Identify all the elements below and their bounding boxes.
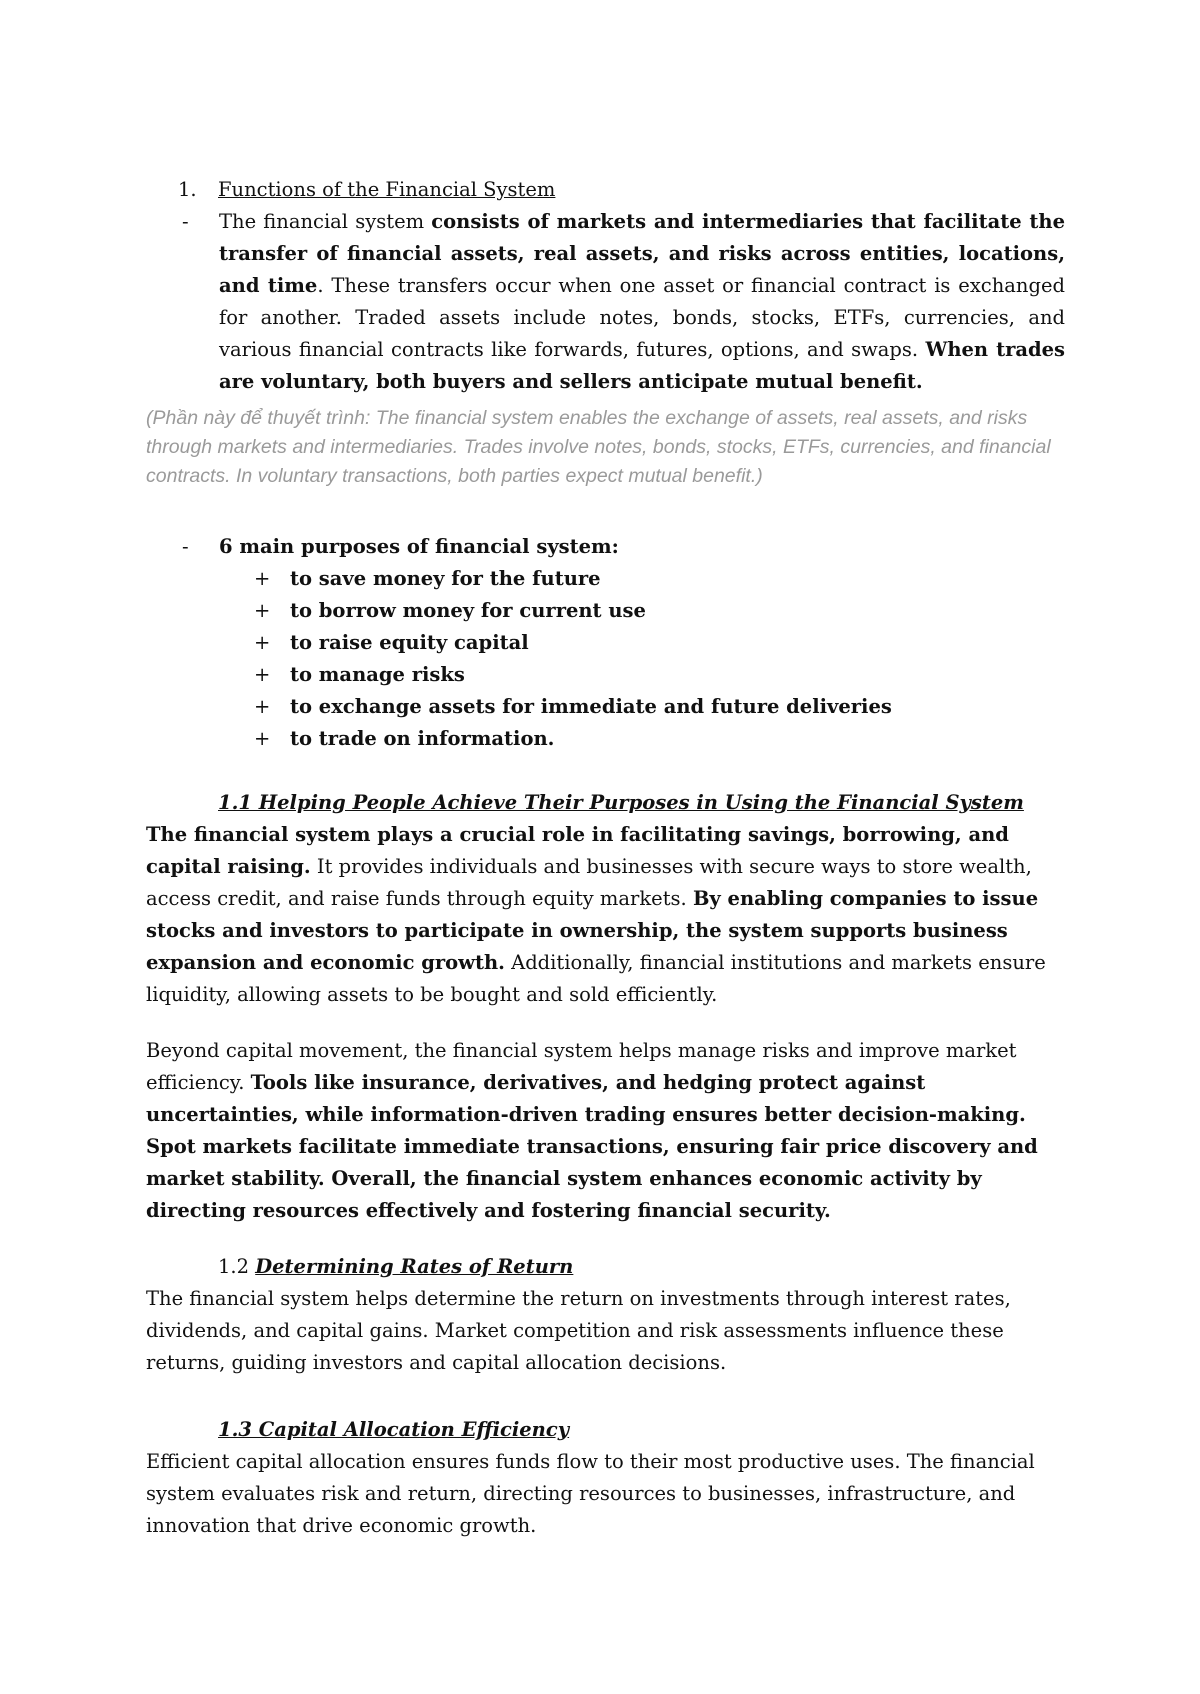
paragraph-1-1-a: [146, 819, 1066, 1011]
bold-text: Tools like insurance, derivatives, and hedging protect against uncertainties, while information-driven trading ensures better decision-making. Spot markets facilitate immediate transactions, ensuring fair price discovery and market stability. Overall, the financial system enhances economic activity by directing resources effectively and fostering financial security.: [146, 1071, 1038, 1222]
section-heading: [178, 174, 555, 206]
plus-bullet: +: [254, 695, 271, 718]
list-item: to trade on information.: [290, 727, 555, 750]
subsection-heading-1-1: 1.1 Helping People Achieve Their Purposes in Using the Financial System: [218, 791, 1024, 814]
paragraph-1-3: Efficient capital allocation ensures funds flow to their most productive uses. The financial system evaluates risk and return, directing resources to businesses, infrastructure, and innovation that drive economic growth.: [146, 1450, 1035, 1537]
subsection-title: Determining Rates of Return: [255, 1255, 574, 1278]
plus-bullet: +: [254, 727, 271, 750]
list-item: to save money for the future: [290, 567, 601, 590]
presentation-note: (Phần này để thuyết trình: The financial system enables the exchange of assets, real assets, and risks through markets and intermediaries. Trades involve notes, bonds, stocks, ETFs, currencies, and financial contracts. In voluntary transactions, both parties expect mutual benefit.): [146, 407, 1051, 487]
intro-text: The financial system: [219, 210, 432, 233]
purposes-heading: 6 main purposes of financial system:: [219, 535, 619, 558]
paragraph-1-1-b: [146, 1035, 1066, 1227]
subsection-heading-1-2: [218, 1251, 573, 1283]
dash-bullet: -: [182, 210, 189, 233]
section-title: Functions of the Financial System: [218, 178, 556, 201]
bold-text: By enabling companies to issue stocks and investors to participate in ownership, the system supports business expansion and economic growth.: [146, 887, 1039, 974]
dash-bullet: -: [182, 535, 189, 558]
body-text: It provides individuals and businesses with secure ways to store wealth, access credit, and raise funds through equity markets.: [146, 855, 1032, 910]
plus-bullet: +: [254, 631, 271, 654]
list-item: to raise equity capital: [290, 631, 529, 654]
plus-bullet: +: [254, 599, 271, 622]
subsection-number: 1.2: [218, 1255, 250, 1278]
section-number: 1.: [178, 178, 197, 201]
intro-text: . These transfers occur when one asset or financial contract is exchanged for another. Traded assets include notes, bonds, stocks, ETFs, currencies, and various financial contracts like forwards, futures, options, and swaps.: [219, 274, 1065, 361]
intro-paragraph: [219, 206, 1065, 398]
plus-bullet: +: [254, 663, 271, 686]
body-text: Beyond capital movement, the financial system helps manage risks and improve market efficiency.: [146, 1039, 1017, 1094]
subsection-heading-1-3: 1.3 Capital Allocation Efficiency: [218, 1418, 570, 1441]
list-item: to exchange assets for immediate and future deliveries: [290, 695, 892, 718]
list-item: to borrow money for current use: [290, 599, 646, 622]
intro-bold: When trades are voluntary, both buyers and sellers anticipate mutual benefit.: [219, 338, 1066, 393]
plus-bullet: +: [254, 567, 271, 590]
list-item: to manage risks: [290, 663, 465, 686]
bold-text: The financial system plays a crucial role in facilitating savings, borrowing, and capital raising.: [146, 823, 1009, 878]
paragraph-1-2: The financial system helps determine the return on investments through interest rates, dividends, and capital gains. Market competition and risk assessments influence these returns, guiding investors and capital allocation decisions.: [146, 1287, 1011, 1374]
body-text: Additionally, financial institutions and markets ensure liquidity, allowing assets to be bought and sold efficiently.: [146, 951, 1046, 1006]
intro-bold: consists of markets and intermediaries that facilitate the transfer of financial assets, real assets, and risks across entities, locations, and time: [219, 210, 1065, 297]
